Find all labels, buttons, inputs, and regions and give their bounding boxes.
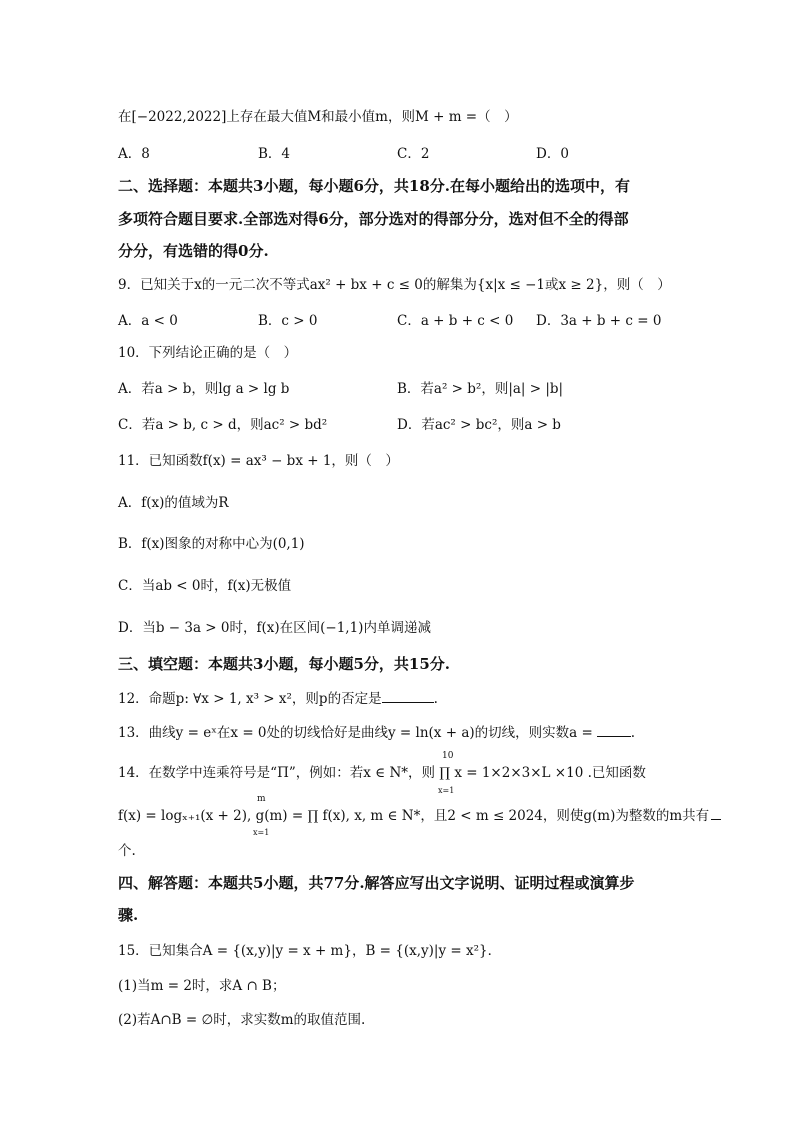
q10-option-a: A．若a > b，则lg a > lg b — [118, 381, 290, 397]
q9-option-b: B．c > 0 — [258, 313, 318, 329]
q15-part1: (1)当m = 2时，求A ∩ B； — [118, 978, 286, 994]
q8-option-d: D．0 — [536, 146, 569, 162]
q11-option-c: C．当ab < 0时，f(x)无极值 — [118, 578, 292, 594]
section2-heading-line1: 二、选择题：本题共3小题，每小题6分，共18分.在每小题给出的选项中，有 — [118, 177, 630, 195]
q9-option-c: C．a + b + c < 0 — [397, 313, 514, 329]
q13-line — [118, 722, 635, 743]
q12-text: 12．命题p: ∀x > 1, x³ > x²，则p的否定是 — [118, 691, 382, 707]
q10-option-b: B．若a² > b²，则|a| > |b| — [397, 381, 564, 397]
q13-end: . — [630, 725, 636, 741]
q9-option-a: A．a < 0 — [118, 313, 178, 329]
q14-g-product-upper: m — [257, 794, 266, 804]
q12-end: . — [433, 691, 438, 707]
q11-option-b: B．f(x)图象的对称中心为(0,1) — [118, 536, 305, 552]
q9-option-d: D．3a + b + c = 0 — [536, 313, 662, 329]
section4-heading-line1: 四、解答题：本题共5小题，共77分.解答应写出文字说明、证明过程或演算步 — [118, 874, 635, 892]
q14-g-product-lower: x=1 — [253, 828, 270, 837]
q14-line1: 14．在数学中连乘符号是“Π”，例如：若x ∈ N*，则 ∏ x = 1×2×3×L ×10 .已知函数 — [118, 765, 646, 781]
q14-product-lower: x=1 — [438, 786, 455, 795]
q9-stem: 9．已知关于x的一元二次不等式ax² + bx + c ≤ 0的解集为{x|x ≤ −1或x ≥ 2}，则（ ） — [118, 277, 671, 293]
q14-product-upper: 10 — [442, 751, 454, 761]
q12-answer-blank[interactable] — [382, 688, 434, 703]
q8-tail-text: 在[−2022,2022]上存在最大值M和最小值m，则M + m =（ ） — [118, 109, 518, 125]
section4-heading-line2: 骤. — [118, 906, 139, 924]
q11-option-d: D．当b − 3a > 0时，f(x)在区间(−1,1)内单调递减 — [118, 620, 431, 636]
q10-option-c: C．若a > b, c > d，则ac² > bd² — [118, 417, 328, 433]
q14-line3: 个. — [118, 843, 136, 859]
q11-option-a: A．f(x)的值域为R — [118, 495, 229, 511]
section2-heading-line3: 分分，有选错的得0分. — [118, 242, 269, 260]
q15-stem: 15．已知集合A = {(x,y)|y = x + m}，B = {(x,y)|y = x²}． — [118, 943, 502, 959]
section3-heading: 三、填空题：本题共3小题，每小题5分，共15分. — [118, 655, 450, 673]
q10-option-d: D．若ac² > bc²，则a > b — [397, 417, 561, 433]
q14-line2-wrap — [118, 805, 721, 826]
q14-line2: f(x) = logₓ₊₁(x + 2), g(m) = ∏ f(x), x, m ∈ N*，且2 < m ≤ 2024，则使g(m)为整数的m共有 — [118, 808, 710, 824]
q15-part2: (2)若A∩B = ∅时，求实数m的取值范围. — [118, 1012, 366, 1028]
q11-stem: 11．已知函数f(x) = ax³ − bx + 1，则（ ） — [118, 453, 399, 469]
q12-line — [118, 688, 438, 709]
q13-answer-blank[interactable] — [597, 722, 631, 737]
q8-option-a: A．8 — [118, 146, 150, 162]
section2-heading-line2: 多项符合题目要求.全部选对得6分，部分选对的得部分分，选对但不全的得部 — [118, 210, 629, 228]
q10-stem: 10．下列结论正确的是（ ） — [118, 345, 298, 361]
q13-text: 13．曲线y = eˣ在x = 0处的切线恰好是曲线y = ln(x + a)的切线，则实数a = — [118, 725, 593, 741]
q8-option-c: C．2 — [397, 146, 430, 162]
q14-answer-blank[interactable] — [711, 805, 721, 820]
q8-option-b: B．4 — [258, 146, 291, 162]
